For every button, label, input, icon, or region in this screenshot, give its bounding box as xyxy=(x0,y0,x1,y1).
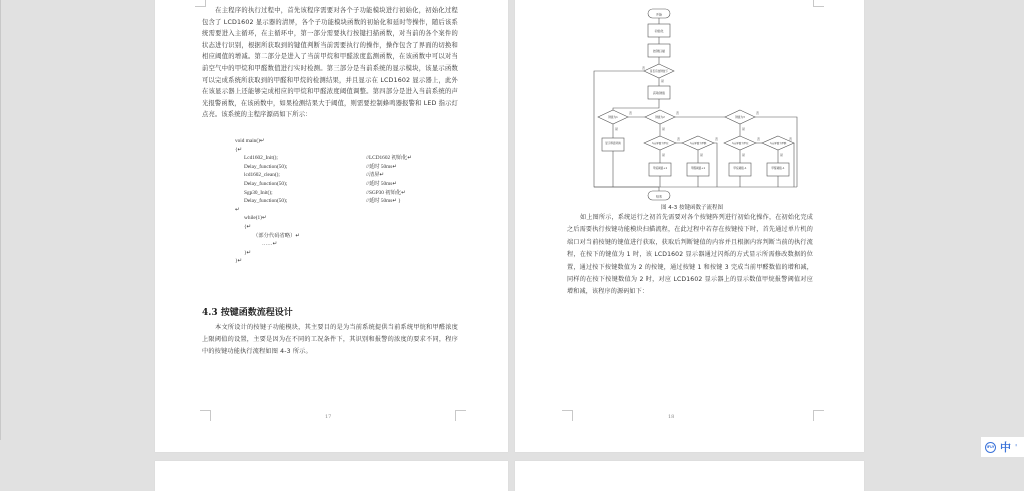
svg-text:否: 否 xyxy=(642,66,646,70)
page-number: 17 xyxy=(325,414,332,420)
code-line xyxy=(235,240,475,249)
code-line xyxy=(235,214,475,223)
ime-logo-icon[interactable]: iFLY xyxy=(985,442,996,453)
code-line xyxy=(235,189,475,198)
svg-text:否: 否 xyxy=(757,137,761,141)
code-text: ……↵ xyxy=(262,241,278,248)
code-line xyxy=(235,249,475,258)
svg-text:否: 否 xyxy=(756,111,760,115)
svg-text:开始: 开始 xyxy=(655,12,663,17)
svg-text:否: 否 xyxy=(677,137,681,141)
code-text: void main()↵ xyxy=(235,138,265,144)
svg-text:当前界面为甲醛: 当前界面为甲醛 xyxy=(689,142,707,145)
svg-text:显示界面切换: 显示界面切换 xyxy=(605,142,621,145)
document-page-17 xyxy=(155,0,508,452)
code-text: lcd1602_clean(); xyxy=(244,172,280,179)
margin-mark-bottom-left xyxy=(562,410,573,421)
code-line xyxy=(235,223,475,232)
code-text: Sgp30_Init(); xyxy=(244,189,273,196)
svg-text:是: 是 xyxy=(662,127,666,131)
page-number: 18 xyxy=(668,414,675,420)
svg-text:当前界面为甲烷: 当前界面为甲烷 xyxy=(651,142,669,145)
code-line xyxy=(235,171,475,180)
svg-text:是: 是 xyxy=(615,127,619,131)
code-line xyxy=(235,146,475,155)
svg-text:否: 否 xyxy=(676,111,680,115)
code-line xyxy=(235,232,475,241)
margin-mark-bottom-right xyxy=(813,410,824,421)
svg-text:结束: 结束 xyxy=(655,194,663,199)
code-line xyxy=(235,257,475,266)
code-text: {↵ xyxy=(235,146,242,153)
code-comment: //清屏↵ xyxy=(366,172,384,179)
code-line xyxy=(235,180,475,189)
svg-text:否: 否 xyxy=(789,137,793,141)
svg-text:是: 是 xyxy=(742,153,746,157)
code-line xyxy=(235,137,475,146)
svg-text:是: 是 xyxy=(661,79,665,83)
ime-mode-toggle[interactable]: 中 xyxy=(1000,441,1011,454)
document-page-20 xyxy=(515,461,864,491)
key-function-flowchart xyxy=(590,0,830,209)
code-line xyxy=(235,163,475,172)
code-comment: //SGP30 初始化↵ xyxy=(366,189,406,196)
svg-text:否: 否 xyxy=(629,111,633,115)
svg-text:键值为2: 键值为2 xyxy=(655,116,665,119)
svg-text:键值为3: 键值为3 xyxy=(735,116,745,119)
code-line xyxy=(235,206,475,215)
svg-text:甲醛阈值+1: 甲醛阈值+1 xyxy=(690,167,706,170)
code-comment: //延时 50ms↵ } xyxy=(366,198,401,205)
code-comment: //LCD1602 初始化↵ xyxy=(366,155,412,162)
code-text: Delay_function(50); xyxy=(244,198,288,205)
code-text: Delay_function(50); xyxy=(244,180,288,187)
intro-paragraph: 在主程序的执行过程中，首先该程序需要对各个子功能模块进行初始化，初始化过程包含了 LCD1602 显示器的清屏，各个子功能模块函数的初始化和延时等操作，随后该系统需要进入主循环，在主循环中，第一部分需要执行按键扫描函数，对当前的各个案件的状态进行识别，根据所获取到的键值判断当前需要执行的操作，操作包含了界面的切换和相应阈值的增减。第二部分是进入了当前甲烷和甲醛浓度监测函数，在该函数中可以对当前空气中的甲烷和甲醛数值进行实时检测。第三部分是当前系统的显示模块，该显示函数可以完成系统所获取到的甲醛和甲烷的检测结果，并且显示在 LCD1602 显示器上，此外在该显示器上还能够完成相应的甲烷和甲醛浓度阈值调整。第四部分是进入当前系统的声光报警函数，在该函数中，如果检测结果大于阈值，则需要控制蜂鸣器报警和 LED 指示灯点亮。该系统的主程序源码如下所示： xyxy=(202,7,458,119)
svg-text:是: 是 xyxy=(700,153,704,157)
code-comment: //延时 50ms↵ xyxy=(366,180,397,187)
code-text: }↵ xyxy=(235,258,242,265)
figure-caption: 图 4-3 按键函数子流程图 xyxy=(661,205,723,211)
svg-text:键值为1: 键值为1 xyxy=(608,116,618,119)
svg-text:初始化: 初始化 xyxy=(654,29,664,33)
code-text: ↵ xyxy=(235,206,240,213)
svg-text:是: 是 xyxy=(662,153,666,157)
svg-text:是否有按键按下: 是否有按键按下 xyxy=(649,70,669,73)
figure-description-paragraph: 如上图所示，系统运行之初首先需要对各个按键阵列进行初始化操作，在初始化完成之后需要执行按键功能模块扫描流程，在此过程中若存在按键按下时，首先通过单片机的端口对当前按键的键值进行获取，获取后判断键值的内容并且根据内容判断当前的执行流程，在按下的键值为 1 时，该 LCD1602 显示器通过闪烁的方式显示所需修改数据的位置，通过按下按键数值为 2 的按键，通过按键 1 和按键 3 完成当前甲醛数值的增和减，同样的在按下按键数值为 2 时，对应 LCD1602 显示器上的显示数值甲烷报警阈值对应增和减，该程序的源码如下： xyxy=(567,214,813,296)
code-text: Lcd1602_Init(); xyxy=(244,155,278,162)
margin-mark-bottom-left xyxy=(200,410,211,421)
code-text: while(1)↵ xyxy=(244,215,267,222)
svg-text:是: 是 xyxy=(780,153,784,157)
svg-text:按键扫描: 按键扫描 xyxy=(652,49,666,53)
section-paragraph: 本文所设计的按键子功能模块，其主要目的是为当前系统提供当前系统甲烷和甲醛浓度上限阈值的设置，主要是因为在不同的工况条件下，其识别和报警的浓度的要求不同，程序中的按键功能执行流程如图 4-3 所示。 xyxy=(202,324,458,355)
code-line xyxy=(235,154,475,163)
svg-text:当前界面为甲烷: 当前界面为甲烷 xyxy=(731,142,749,145)
svg-text:甲醛阈值-1: 甲醛阈值-1 xyxy=(771,167,785,170)
window-left-edge xyxy=(0,0,1,440)
code-text: Delay_function(50); xyxy=(244,163,288,170)
ime-status-bar[interactable] xyxy=(981,437,1024,457)
svg-text:甲烷阈值-1: 甲烷阈值-1 xyxy=(733,167,747,170)
code-text: {↵ xyxy=(244,223,251,230)
svg-text:甲烷阈值+1: 甲烷阈值+1 xyxy=(652,167,668,170)
margin-mark-bottom-right xyxy=(455,410,466,421)
svg-text:获取键值: 获取键值 xyxy=(652,91,666,95)
margin-mark-top-left xyxy=(195,0,206,7)
svg-text:是: 是 xyxy=(742,127,746,131)
ime-punctuation-toggle[interactable]: ' xyxy=(1015,442,1018,452)
code-line xyxy=(235,197,475,206)
document-page-19 xyxy=(155,461,508,491)
code-comment: //延时 50ms↵ xyxy=(366,163,397,170)
main-code-block xyxy=(235,137,475,266)
code-text: }↵ xyxy=(244,249,251,256)
code-text: （部分代码省略）↵ xyxy=(253,232,300,239)
svg-text:否: 否 xyxy=(715,137,719,141)
svg-text:当前界面为甲醛: 当前界面为甲醛 xyxy=(769,142,787,145)
section-heading: 4.3 按键函数流程设计 xyxy=(202,308,293,318)
